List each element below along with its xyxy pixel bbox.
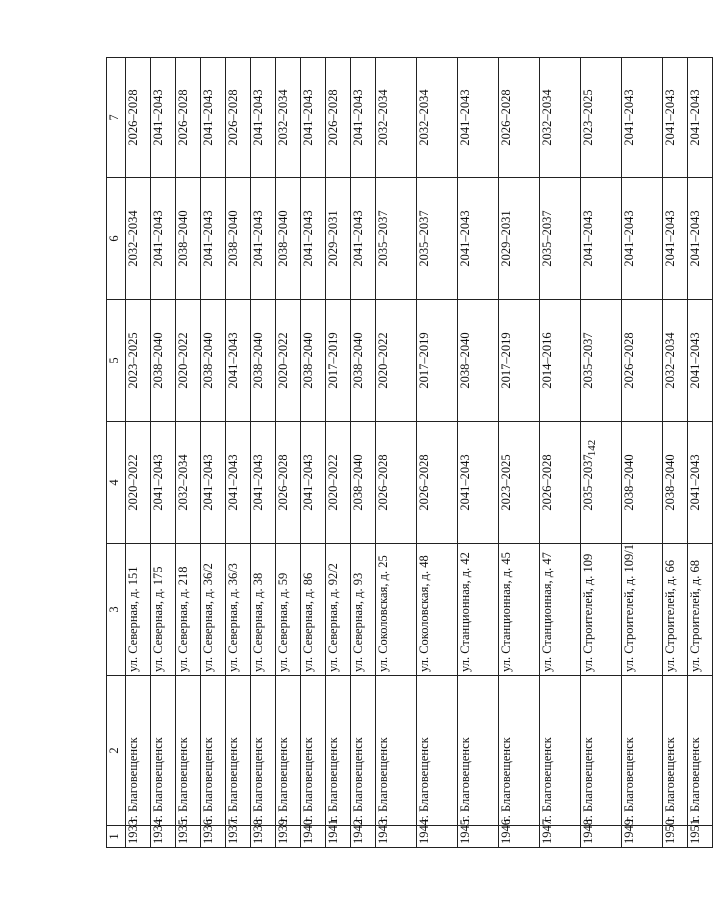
cell-period-col-7: 2026–2028	[226, 58, 251, 178]
cell-period-col-6: 2041–2043	[201, 178, 226, 300]
cell-row-number: 1935	[176, 826, 201, 848]
cell-row-number: 1943	[376, 826, 417, 848]
cell-period-col-6: 2041–2043	[251, 178, 276, 300]
cell-row-number: 1934	[151, 826, 176, 848]
cell-row-number: 1941	[326, 826, 351, 848]
cell-period-col-7: 2041–2043	[663, 58, 688, 178]
cell-row-number: 1940	[301, 826, 326, 848]
cell-row-number: 1945	[458, 826, 499, 848]
cell-address: ул. Строителей, д. 66	[663, 544, 688, 676]
table-row	[622, 58, 663, 848]
table-row	[663, 58, 688, 848]
cell-period-col-5: 2038–2040	[351, 300, 376, 422]
cell-period-col-6: 2041–2043	[688, 178, 713, 300]
table-row	[581, 58, 622, 848]
column-header-5: 5	[107, 300, 126, 422]
cell-period-col-7: 2026–2028	[176, 58, 201, 178]
column-header-7: 7	[107, 58, 126, 178]
cell-period-col-4: 2041–2043	[458, 422, 499, 544]
cell-city: г. Благовещенск	[499, 676, 540, 826]
page-number: 142	[586, 439, 598, 457]
cell-period-col-6: 2041–2043	[458, 178, 499, 300]
cell-period-col-6: 2035–2037	[540, 178, 581, 300]
cell-period-col-4: 2023–2025	[499, 422, 540, 544]
cell-period-col-6: 2041–2043	[581, 178, 622, 300]
cell-period-col-5: 2017–2019	[417, 300, 458, 422]
cell-address: ул. Строителей, д. 109/1	[622, 544, 663, 676]
cell-period-col-5: 2041–2043	[688, 300, 713, 422]
cell-period-col-7: 2032–2034	[376, 58, 417, 178]
cell-period-col-4: 2038–2040	[351, 422, 376, 544]
table-row	[458, 58, 499, 848]
cell-period-col-5: 2020–2022	[376, 300, 417, 422]
cell-row-number: 1933	[126, 826, 151, 848]
cell-city: г. Благовещенск	[376, 676, 417, 826]
cell-address: ул. Северная, д. 151	[126, 544, 151, 676]
cell-period-col-6: 2041–2043	[351, 178, 376, 300]
cell-period-col-7: 2026–2028	[126, 58, 151, 178]
cell-address: ул. Станционная, д. 45	[499, 544, 540, 676]
cell-period-col-4: 2041–2043	[201, 422, 226, 544]
cell-period-col-7: 2026–2028	[326, 58, 351, 178]
table-row	[151, 58, 176, 848]
column-header-4: 4	[107, 422, 126, 544]
table-row	[301, 58, 326, 848]
cell-city: г. Благовещенск	[151, 676, 176, 826]
table-row	[688, 58, 713, 848]
cell-city: г. Благовещенск	[688, 676, 713, 826]
cell-period-col-6: 2035–2037	[376, 178, 417, 300]
cell-period-col-6: 2038–2040	[276, 178, 301, 300]
cell-period-col-4: 2041–2043	[251, 422, 276, 544]
cell-period-col-5: 2020–2022	[276, 300, 301, 422]
table-row	[499, 58, 540, 848]
cell-city: г. Благовещенск	[622, 676, 663, 826]
cell-address: ул. Строителей, д. 109	[581, 544, 622, 676]
table-row	[176, 58, 201, 848]
cell-address: ул. Северная, д. 218	[176, 544, 201, 676]
cell-period-col-5: 2026–2028	[622, 300, 663, 422]
cell-period-col-4: 2041–2043	[151, 422, 176, 544]
cell-period-col-7: 2041–2043	[201, 58, 226, 178]
cell-period-col-4: 2020–2022	[126, 422, 151, 544]
cell-period-col-4: 2032–2034	[176, 422, 201, 544]
table-row	[326, 58, 351, 848]
column-header-6: 6	[107, 178, 126, 300]
cell-address: ул. Станционная, д. 42	[458, 544, 499, 676]
cell-period-col-5: 2038–2040	[301, 300, 326, 422]
cell-period-col-6: 2041–2043	[301, 178, 326, 300]
cell-row-number: 1951	[688, 826, 713, 848]
cell-period-col-5: 2038–2040	[251, 300, 276, 422]
cell-row-number: 1938	[251, 826, 276, 848]
cell-address: ул. Северная, д. 92/2	[326, 544, 351, 676]
cell-period-col-4: 2020–2022	[326, 422, 351, 544]
cell-city: г. Благовещенск	[276, 676, 301, 826]
cell-period-col-4: 2026–2028	[540, 422, 581, 544]
cell-row-number: 1937	[226, 826, 251, 848]
cell-period-col-4: 2035–2037	[581, 422, 622, 544]
cell-address: ул. Северная, д. 36/3	[226, 544, 251, 676]
cell-period-col-6: 2032–2034	[126, 178, 151, 300]
cell-row-number: 1942	[351, 826, 376, 848]
table-row	[251, 58, 276, 848]
rotated-table-container	[106, 58, 713, 848]
cell-period-col-5: 2038–2040	[458, 300, 499, 422]
cell-address: ул. Северная, д. 36/2	[201, 544, 226, 676]
cell-address: ул. Соколовская, д. 25	[376, 544, 417, 676]
cell-row-number: 1936	[201, 826, 226, 848]
cell-period-col-4: 2026–2028	[417, 422, 458, 544]
cell-row-number: 1947	[540, 826, 581, 848]
cell-period-col-6: 2041–2043	[663, 178, 688, 300]
cell-address: ул. Соколовская, д. 48	[417, 544, 458, 676]
table-row	[126, 58, 151, 848]
cell-row-number: 1948	[581, 826, 622, 848]
cell-city: г. Благовещенск	[663, 676, 688, 826]
cell-period-col-7: 2041–2043	[351, 58, 376, 178]
cell-period-col-5: 2020–2022	[176, 300, 201, 422]
column-header-1: 1	[107, 826, 126, 848]
cell-period-col-4: 2041–2043	[301, 422, 326, 544]
cell-city: г. Благовещенск	[226, 676, 251, 826]
cell-city: г. Благовещенск	[126, 676, 151, 826]
cell-period-col-4: 2026–2028	[376, 422, 417, 544]
cell-city: г. Благовещенск	[326, 676, 351, 826]
cell-city: г. Благовещенск	[351, 676, 376, 826]
cell-address: ул. Северная, д. 175	[151, 544, 176, 676]
housing-schedule-table	[106, 57, 713, 848]
table-row	[226, 58, 251, 848]
cell-address: ул. Северная, д. 93	[351, 544, 376, 676]
cell-period-col-7: 2041–2043	[622, 58, 663, 178]
cell-city: г. Благовещенск	[540, 676, 581, 826]
cell-period-col-6: 2029–2031	[326, 178, 351, 300]
cell-period-col-4: 2026–2028	[276, 422, 301, 544]
cell-period-col-6: 2041–2043	[622, 178, 663, 300]
cell-row-number: 1950	[663, 826, 688, 848]
cell-period-col-7: 2041–2043	[251, 58, 276, 178]
cell-period-col-7: 2032–2034	[540, 58, 581, 178]
cell-period-col-7: 2041–2043	[301, 58, 326, 178]
cell-city: г. Благовещенск	[176, 676, 201, 826]
table-body	[126, 58, 713, 848]
cell-period-col-7: 2041–2043	[458, 58, 499, 178]
cell-period-col-6: 2038–2040	[176, 178, 201, 300]
cell-period-col-5: 2017–2019	[326, 300, 351, 422]
cell-address: ул. Северная, д. 59	[276, 544, 301, 676]
cell-period-col-4: 2041–2043	[688, 422, 713, 544]
cell-address: ул. Строителей, д. 68	[688, 544, 713, 676]
cell-row-number: 1939	[276, 826, 301, 848]
cell-address: ул. Северная, д. 86	[301, 544, 326, 676]
cell-period-col-4: 2038–2040	[663, 422, 688, 544]
cell-period-col-6: 2038–2040	[226, 178, 251, 300]
cell-period-col-5: 2023–2025	[126, 300, 151, 422]
cell-period-col-5: 2038–2040	[151, 300, 176, 422]
header-row	[107, 58, 126, 848]
cell-period-col-7: 2032–2034	[276, 58, 301, 178]
cell-period-col-5: 2017–2019	[499, 300, 540, 422]
cell-period-col-5: 2032–2034	[663, 300, 688, 422]
cell-city: г. Благовещенск	[201, 676, 226, 826]
cell-period-col-6: 2029–2031	[499, 178, 540, 300]
cell-period-col-7: 2023–2025	[581, 58, 622, 178]
cell-period-col-5: 2014–2016	[540, 300, 581, 422]
cell-city: г. Благовещенск	[458, 676, 499, 826]
cell-city: г. Благовещенск	[417, 676, 458, 826]
cell-period-col-7: 2041–2043	[688, 58, 713, 178]
cell-address: ул. Северная, д. 38	[251, 544, 276, 676]
table-row	[376, 58, 417, 848]
table-row	[201, 58, 226, 848]
table-row	[276, 58, 301, 848]
table-row	[540, 58, 581, 848]
cell-period-col-6: 2035–2037	[417, 178, 458, 300]
cell-city: г. Благовещенск	[581, 676, 622, 826]
cell-city: г. Благовещенск	[251, 676, 276, 826]
cell-row-number: 1949	[622, 826, 663, 848]
cell-city: г. Благовещенск	[301, 676, 326, 826]
cell-row-number: 1944	[417, 826, 458, 848]
column-header-2: 2	[107, 676, 126, 826]
table-row	[351, 58, 376, 848]
column-header-3: 3	[107, 544, 126, 676]
cell-period-col-7: 2026–2028	[499, 58, 540, 178]
cell-period-col-5: 2038–2040	[201, 300, 226, 422]
cell-period-col-4: 2038–2040	[622, 422, 663, 544]
cell-period-col-5: 2041–2043	[226, 300, 251, 422]
cell-period-col-4: 2041–2043	[226, 422, 251, 544]
cell-row-number: 1946	[499, 826, 540, 848]
cell-period-col-6: 2041–2043	[151, 178, 176, 300]
cell-period-col-5: 2035–2037	[581, 300, 622, 422]
cell-period-col-7: 2032–2034	[417, 58, 458, 178]
cell-period-col-7: 2041–2043	[151, 58, 176, 178]
cell-address: ул. Станционная, д. 47	[540, 544, 581, 676]
table-row	[417, 58, 458, 848]
